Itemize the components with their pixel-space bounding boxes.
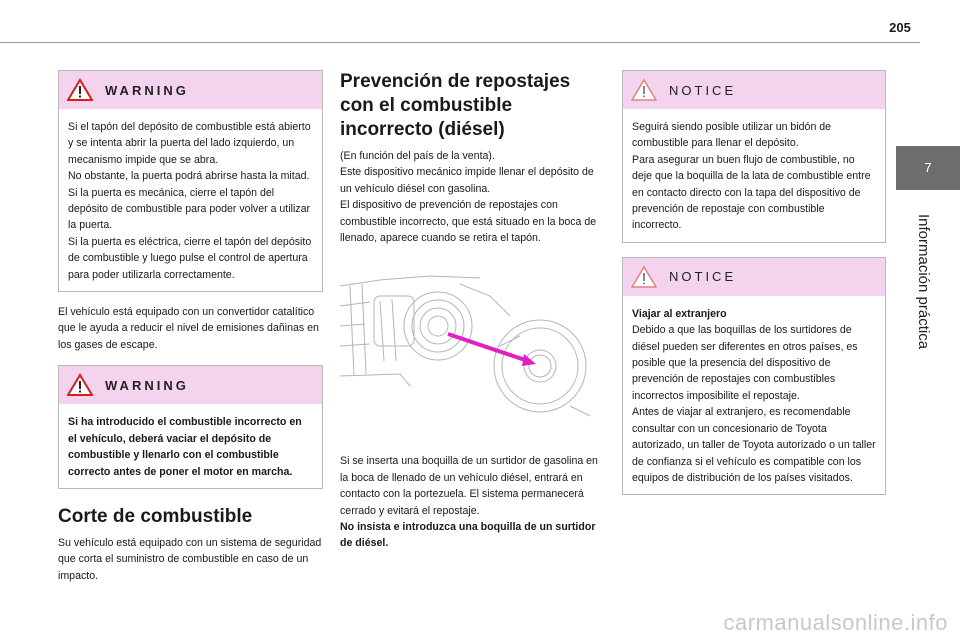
catalytic-paragraph: El vehículo está equipado con un convertidor catalítico que le ayuda a reducir el nivel de emisiones dañinas en los gases de escape. — [58, 306, 319, 351]
warning-line: Si la puerta es mecánica, cierre el tapón del depósito de combustible para poder volver a utilizar la puerta. — [68, 186, 311, 232]
notice-line: Seguirá siendo posible utilizar un bidón de combustible para llenar el depósito. — [632, 121, 832, 150]
notice-box-abroad — [622, 257, 886, 495]
chapter-title: Información práctica — [915, 214, 932, 350]
warning-header — [59, 366, 322, 404]
top-rule — [0, 42, 920, 43]
notice-triangle-icon — [631, 78, 657, 102]
fuel-cut-text: Su vehículo está equipado con un sistema de seguridad que corta el suministro de combustible en caso de un impacto. — [58, 536, 322, 582]
warning-text: Si ha introducido el combustible incorrecto en el vehículo, deberá vaciar el depósito de combustible y llenarlo con el combustible correcto antes de poner el motor en marcha. — [68, 416, 302, 478]
misfuel-after-figure: Si se inserta una boquilla de un surtidor de gasolina en la boca de llenado de un vehículo diésel, entrará en contacto con la portezuela. El sistema permanecerá cerrado y evitará el repostaje. — [340, 455, 598, 517]
page-number: 205 — [889, 20, 911, 35]
misfuel-line: El dispositivo de prevención de repostajes con combustible incorrecto, que está situado en la boca de llenado, aparece cuando se retira el tapón. — [340, 199, 597, 245]
warning-line: Si la puerta es eléctrica, cierre el tapón del depósito de combustible y luego pulse el control de apertura para poder utilizarla correctamente. — [68, 235, 312, 281]
misfuel-line: (En función del país de la venta). — [340, 150, 495, 162]
notice-triangle-icon — [631, 265, 657, 289]
warning-box-door — [58, 70, 323, 292]
warning-line: No obstante, la puerta podrá abrirse hasta la mitad. — [68, 170, 310, 183]
notice-line: Antes de viajar al extranjero, es recomendable consultar con un concesionario de Toyota autorizado, un taller de Toyota autorizado o un taller de confianza si el vehículo es compatible con los equipos de distribución de los países visitados. — [632, 406, 876, 484]
warning-box-fuel — [58, 365, 323, 489]
notice-header — [623, 71, 885, 109]
warning-triangle-icon — [67, 373, 93, 397]
misfuel-line: Este dispositivo mecánico impide llenar el depósito de un vehículo diésel con gasolina. — [340, 166, 594, 195]
watermark: carmanualsonline.info — [723, 610, 948, 635]
warning-title: WARNING — [105, 377, 189, 393]
notice-line: Para asegurar un buen flujo de combustible, no deje que la boquilla de la lata de combustible entre en contacto directo con la tapa del dispositivo de prevención de repostaje con combustible incorrecto. — [632, 153, 871, 232]
warning-title: WARNING — [105, 82, 189, 98]
notice-line: Debido a que las boquillas de los surtidores de diésel pueden ser diferentes en otros países, es posible que la presencia del dispositivo de prevención de repostajes con combustibles incorrectos imposibilite el repostaje. — [632, 324, 858, 402]
section-heading-misfuel: Prevención de repostajes con el combustible incorrecto (diésel) — [340, 71, 571, 140]
notice-subtitle: Viajar al extranjero — [632, 307, 727, 320]
notice-title: NOTICE — [669, 269, 737, 285]
warning-line: Si el tapón del depósito de combustible está abierto y se intenta abrir la puerta del lado izquierdo, un mecanismo impide que se abra. — [68, 121, 311, 166]
notice-box-can — [622, 70, 886, 243]
column-left — [58, 70, 323, 596]
column-right — [622, 70, 886, 507]
column-middle — [340, 70, 604, 564]
fuel-filler-illustration — [340, 266, 604, 436]
misfuel-bold-note: No insista e introduzca una boquilla de un surtidor de diésel. — [340, 521, 596, 550]
warning-header — [59, 71, 322, 109]
notice-title: NOTICE — [669, 82, 737, 98]
notice-header — [623, 258, 885, 296]
chapter-tab[interactable]: 7 — [896, 146, 960, 190]
section-heading-fuel-cut: Corte de combustible — [58, 505, 253, 527]
warning-triangle-icon — [67, 78, 93, 102]
